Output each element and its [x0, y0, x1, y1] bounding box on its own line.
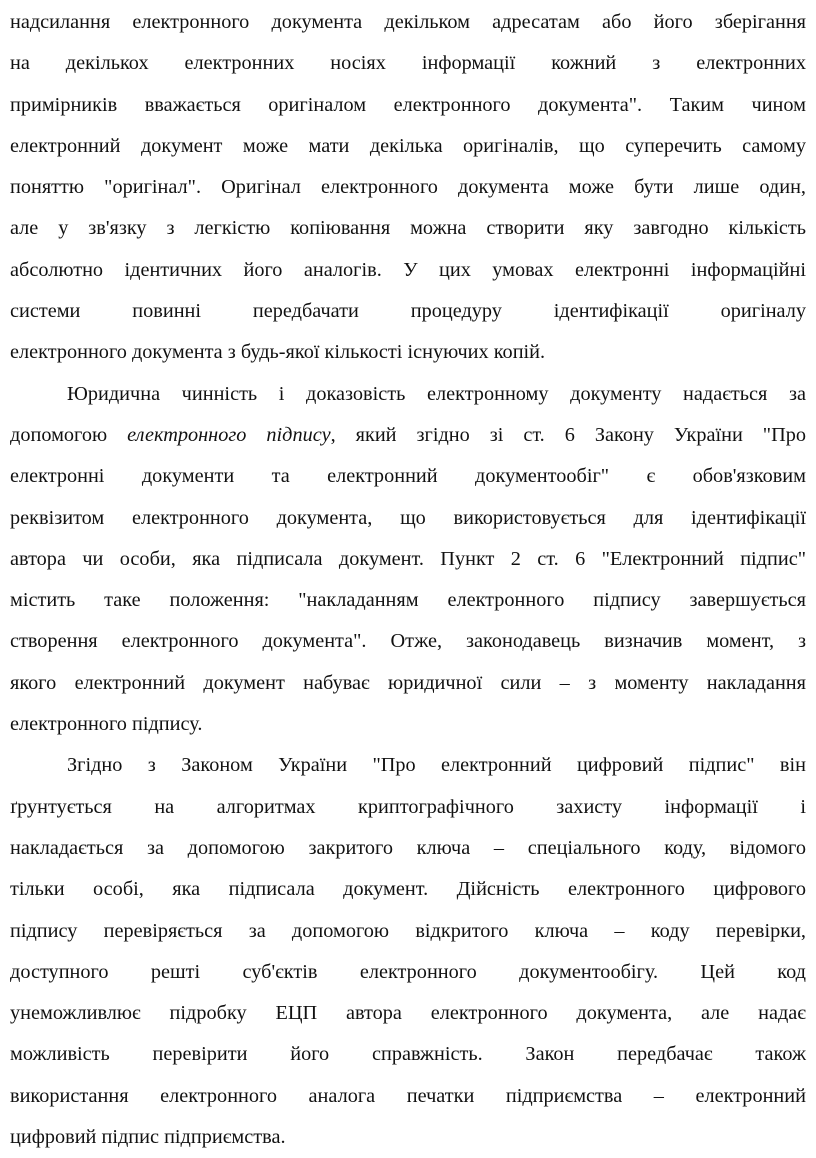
text-line: на декількох електронних носіях інформації кожний з електронних	[10, 52, 806, 75]
text-line: Згідно з Законом України "Про електронний цифровий підпис" він	[67, 754, 806, 777]
text-fragment: допомогою	[10, 423, 128, 446]
text-line: якого електронний документ набуває юридичної сили – з моменту накладання	[10, 671, 806, 694]
text-line: надсилання електронного документа декільком адресатам або його зберігання	[10, 11, 806, 33]
text-line: тільки особі, яка підписала документ. Дійсність електронного цифрового	[10, 878, 806, 901]
text-line: реквізитом електронного документа, що використовується для ідентифікації	[10, 506, 806, 529]
text-line: Юридична чинність і доказовість електронному документу надається за	[67, 382, 806, 405]
text-line: ґрунтується на алгоритмах криптографічного захисту інформації і	[10, 795, 806, 818]
text-line: створення електронного документа". Отже, законодавець визначив момент, з	[10, 630, 806, 653]
text-line: підпису перевіряється за допомогою відкритого ключа – коду перевірки,	[10, 919, 806, 942]
text-line: доступного решті суб'єктів електронного документообігу. Цей код	[10, 960, 806, 983]
text-line: електронні документи та електронний документообіг" є обов'язковим	[10, 465, 806, 488]
text-line-with-emphasis	[10, 415, 806, 456]
text-line: використання електронного аналога печатки підприємства – електронний	[10, 1084, 806, 1107]
paragraph-2	[10, 374, 806, 746]
paragraph-1	[10, 2, 806, 374]
text-line: абсолютно ідентичних його аналогів. У цих умовах електронні інформаційні	[10, 258, 806, 281]
text-line: можливість перевірити його справжність. Закон передбачає також	[10, 1043, 806, 1066]
text-line: електронного документа з будь-якої кількості існуючих копій.	[10, 341, 546, 364]
emphasized-term: електронного підпису	[127, 423, 331, 446]
text-line: цифровий підпис підприємства.	[10, 1126, 286, 1149]
text-line: містить таке положення: "накладанням електронного підпису завершується	[10, 589, 806, 612]
text-line: накладається за допомогою закритого ключа – спеціального коду, відомого	[10, 836, 806, 859]
text-line: але у зв'язку з легкістю копіювання можна створити яку завгодно кількість	[10, 217, 806, 240]
text-line: примірників вважається оригіналом електронного документа". Таким чином	[10, 93, 806, 116]
text-line: системи повинні передбачати процедуру ідентифікації оригіналу	[10, 300, 806, 323]
text-line: унеможливлює підробку ЕЦП автора електронного документа, але надає	[10, 1002, 806, 1025]
text-fragment: , який згідно зі ст. 6 Закону України "Про	[330, 423, 807, 446]
text-line: поняттю "оригінал". Оригінал електронного документа може бути лише один,	[10, 176, 806, 199]
text-line: автора чи особи, яка підписала документ. Пункт 2 ст. 6 "Електронний підпис"	[10, 547, 806, 570]
text-line: електронний документ може мати декілька оригіналів, що суперечить самому	[10, 134, 806, 157]
paragraph-3	[10, 745, 806, 1158]
text-line: електронного підпису.	[10, 713, 203, 736]
